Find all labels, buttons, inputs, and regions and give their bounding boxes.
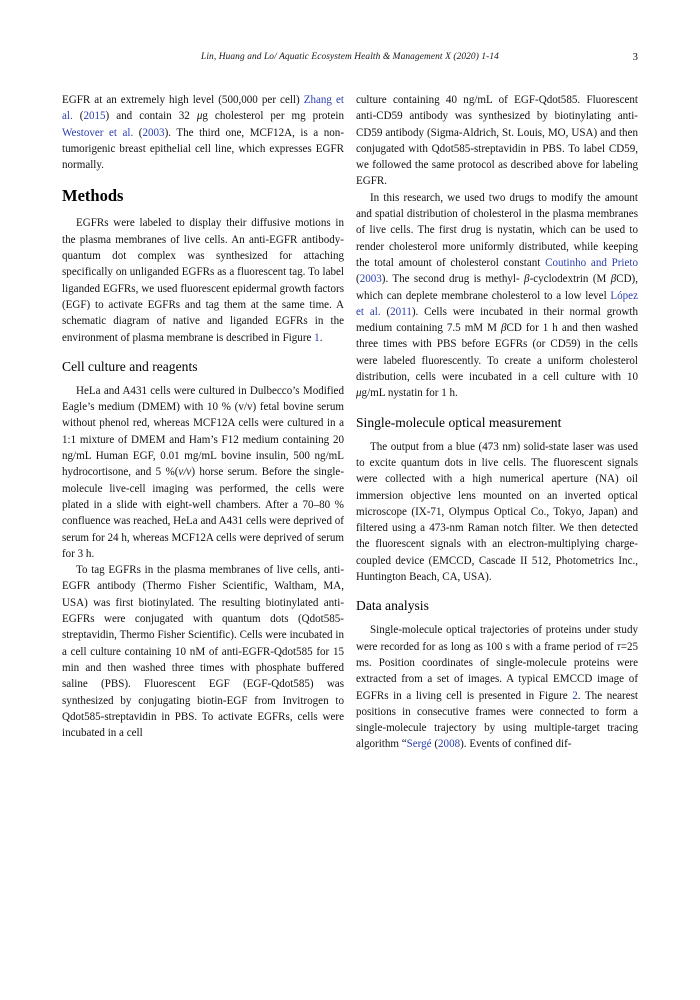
citation-link[interactable]: 2011 <box>390 305 412 318</box>
cell-culture-body <box>62 383 344 742</box>
citation-link[interactable]: Coutinho and Prieto <box>545 256 638 269</box>
page-number: 3 <box>632 51 638 63</box>
para-two-drugs: In this research, we used two drugs to modify the amount and spatial distribution of cholesterol in the plasma membranes of live cells. The first drug is nystatin, which can be used to render cholesterol more uniformly distributed, while keeping the total amount of cholesterol constant Coutinho and Prieto (2003). The second drug is methyl- β-cyclodextrin (M βCD), which can deplete membrane cholesterol to a low level López et al. (2011). Cells were incubated in their normal growth medium containing 7.5 mM M βCD for 1 h and then washed three times with PBS before EGFRs (or CD59) in the cells were labeled fluorescently. To create a uniform cholesterol distribution, cells were incubated in a cell culture with 10 μg/mL nystatin for 1 h. <box>356 191 638 400</box>
left-column <box>62 92 344 967</box>
optical-measurement-body <box>356 439 638 586</box>
two-column-body <box>62 92 638 967</box>
section-heading-methods: Methods <box>62 186 124 206</box>
citation-link[interactable]: 2 <box>572 689 578 702</box>
right-column <box>356 92 638 967</box>
citation-link[interactable]: Westover et al. <box>62 126 134 139</box>
citation-link[interactable]: 1 <box>314 331 320 344</box>
citation-link[interactable]: Sergé <box>406 738 432 751</box>
right-continuation-block <box>356 92 638 402</box>
greek-symbol: β <box>500 322 507 335</box>
greek-symbol: μ <box>196 110 203 123</box>
greek-symbol: τ <box>616 640 621 653</box>
subsection-heading-optical-measurement: Single-molecule optical measurement <box>356 414 562 430</box>
citation-link[interactable]: 2003 <box>142 126 165 139</box>
subsection-heading-data-analysis: Data analysis <box>356 598 429 614</box>
greek-symbol: μ <box>356 387 362 400</box>
citation-link[interactable]: Zhang et al. <box>62 94 344 123</box>
subsection-heading-cell-culture: Cell culture and reagents <box>62 358 198 374</box>
para-methods-intro: EGFRs were labeled to display their diffusive motions in the plasma membranes of live cells. An anti-EGFR antibody-quantum dot complex was synthesized for attaching specifically on unliganded EGFRs as a fluorescent tag. To label liganded EGFRs, we used fluorescent epidermal growth factors (EGF) to activate EGFRs and tag them at the same time. A schematic diagram of native and liganded EGFRs in the environment of plasma membrane is described in Figure 1. <box>62 217 344 344</box>
citation-link[interactable]: López et al. <box>356 289 638 318</box>
left-continuation-block <box>62 92 344 173</box>
para-egfr-level: EGFR at an extremely high level (500,000 per cell) Zhang et al. (2015) and contain 32 μg cholesterol per mg protein Westover et al. (2003). The third one, MCF12A, is a non-tumorigenic breast epithelial cell line, which expresses EGFR normally. <box>62 94 344 172</box>
running-head <box>62 52 638 68</box>
para-optical: The output from a blue (473 nm) solid-state laser was used to excite quantum dots in live cells. The fluorescent signals were collected with a high numerical aperture (NA) oil immersion objective lens mounted on an inverted optical microscope (IX-71, Olympus Optical Co., Tokyo, Japan) and filtered using a 473-nm Raman notch filter. We then detected the fluorescent signals with an electron-multiplying charge-coupled device (EMCCD, Cascade II 512, Photometrics Inc., Huntington Beach, CA, USA). <box>356 440 638 584</box>
data-analysis-body <box>356 622 638 752</box>
italic-text: v/v <box>178 466 192 479</box>
citation-link[interactable]: 2003 <box>359 273 382 286</box>
para-culture-cd59: culture containing 40 ng/mL of EGF-Qdot585. Fluorescent anti-CD59 antibody was synthesized by biotinylating anti-CD59 antibody (Sigma-Aldrich, St. Louis, MO, USA) and then conjugated with Qdot585-streptavidin in PBS. To label CD59, we followed the same protocol as described above for labeling EGFR. <box>356 94 638 188</box>
greek-symbol: β <box>524 273 530 286</box>
methods-body <box>62 215 344 345</box>
para-tag-egfr: To tag EGFRs in the plasma membranes of live cells, anti-EGFR antibody (Thermo Fisher Scientific, Waltham, MA, USA) was first biotinylated. The resulting biotinylated anti-EGFRs were conjugated with quantum dots (Qdot585-streptavidin, Thermo Fisher Scientific). Cells were incubated in a cell culture containing 10 nM of anti-EGFR-Qdot585 for 15 min and then washed three times with phosphate buffered saline (PBS). Fluorescent EGF (EGF-Qdot585) was synthesized by conjugating biotin-EGF from Invitrogen to Qdot585-streptavidin in PBS. To activate EGFRs, cells were incubated in a cell <box>62 564 344 740</box>
citation-link[interactable]: 2008 <box>438 738 461 751</box>
para-data-analysis: Single-molecule optical trajectories of proteins under study were recorded for as long as 100 s with a frame period of τ=25 ms. Position coordinates of single-molecule proteins were extracted from a set of images. A typical EMCCD image of EGFRs in a living cell is presented in Figure 2. The nearest positions in consecutive frames were connected to form a single-molecule trajectory by using multiple-target tracing algorithm “Sergé (2008). Events of confined dif- <box>356 624 638 751</box>
citation-link[interactable]: 2015 <box>83 110 106 123</box>
running-head-text: Lin, Huang and Lo/ Aquatic Ecosystem Health & Management X (2020) 1-14 <box>201 52 499 62</box>
para-cell-culture: HeLa and A431 cells were cultured in Dulbecco’s Modified Eagle’s medium (DMEM) with 10 % (v/v) fetal bovine serum without phenol red, whereas MCF12A cells were cultured in a 1:1 mixture of DMEM and Ham’s F12 medium containing 20 ng/mL Human EGF, 0.01 mg/mL bovine insulin, 500 ng/mL hydrocortisone, and 5 %(v/v) horse serum. Before the single-molecule live-cell imaging was performed, the cells were plated in a slide with eight-well chambers. After a 70–80 % confluence was reached, HeLa and A431 cells were deprived of serum for 24 h, whereas MCF12A cells were deprived of serum for 3 h. <box>62 384 345 560</box>
greek-symbol: β <box>610 273 617 286</box>
